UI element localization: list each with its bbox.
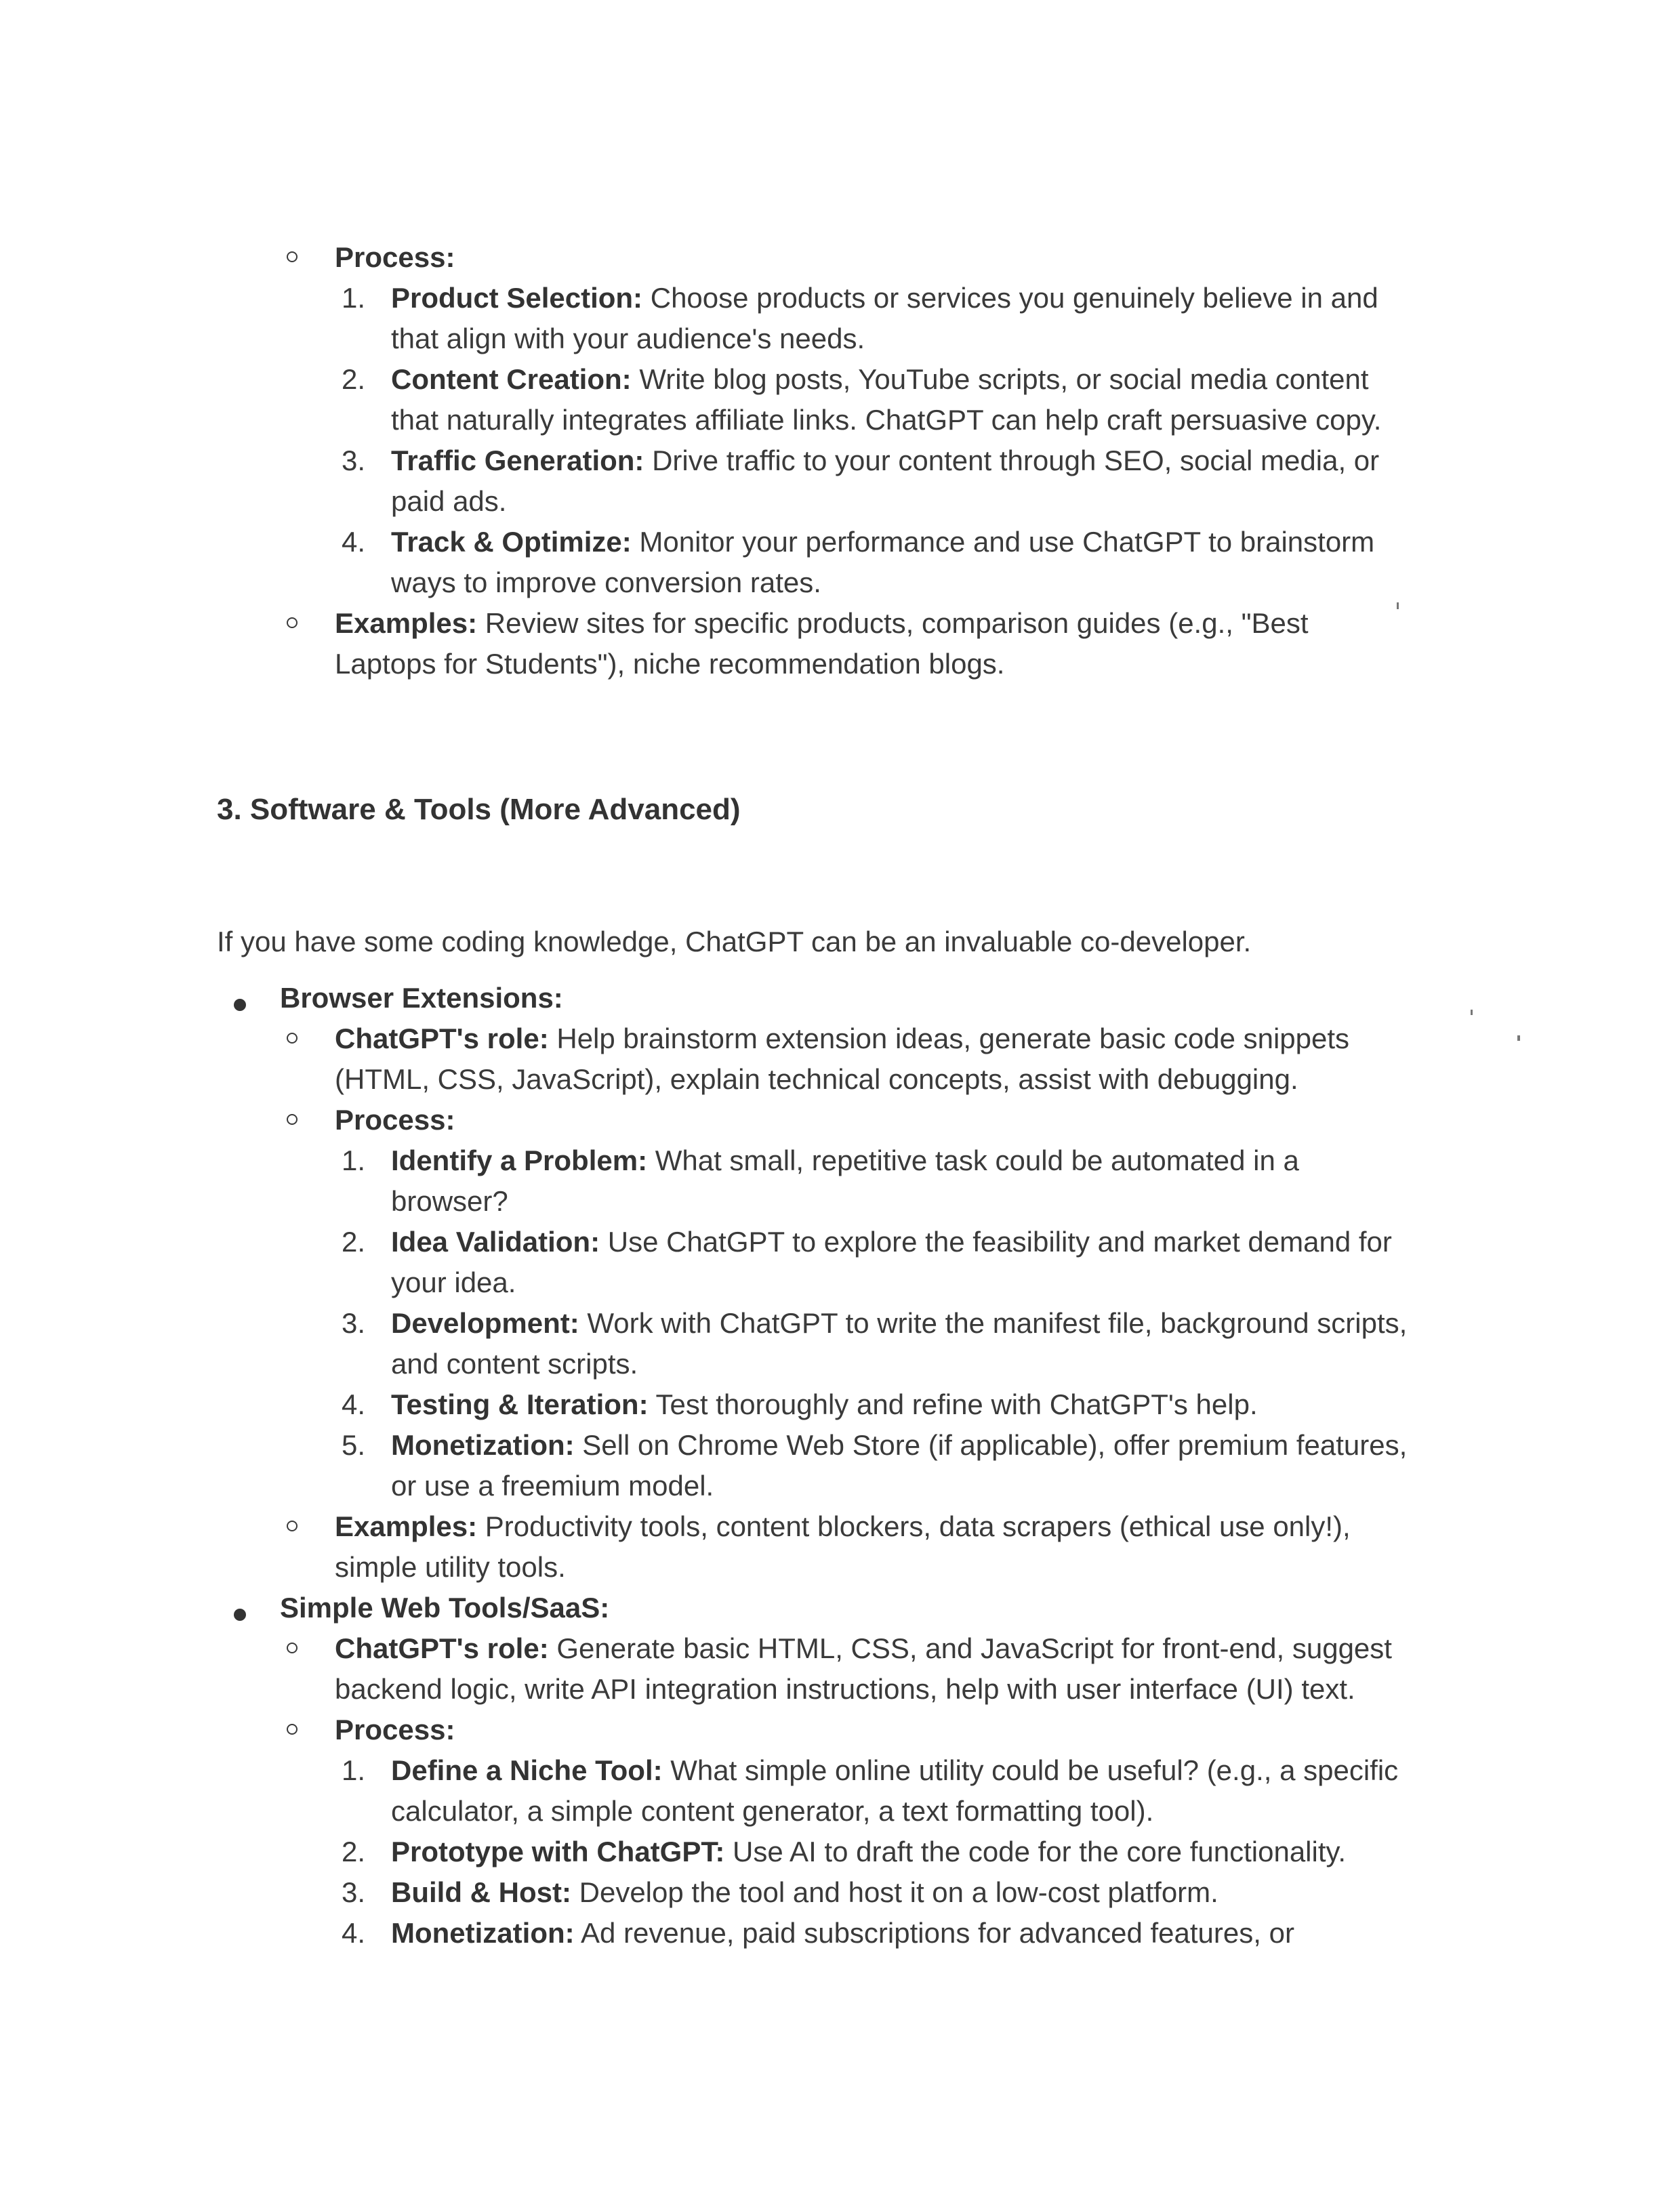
step-number: 2.	[342, 363, 366, 395]
scan-speck	[1397, 602, 1399, 609]
role-line: ChatGPT's role: Help brainstorm extension ideas, generate basic code snippets	[335, 1023, 1350, 1054]
step-line-cont: calculator, a simple content generator, a text formatting tool).	[391, 1795, 1154, 1827]
step-number: 5.	[342, 1429, 366, 1461]
step-number: 1.	[342, 282, 366, 314]
step-line: Traffic Generation: Drive traffic to your content through SEO, social media, or	[391, 445, 1380, 476]
process-label: Process:	[335, 241, 455, 273]
step-number: 3.	[342, 1876, 366, 1908]
filled-bullet-icon	[234, 1609, 246, 1621]
step-line: Development: Work with ChatGPT to write the manifest file, background scripts,	[391, 1307, 1408, 1339]
step-line: Prototype with ChatGPT: Use AI to draft the code for the core functionality.	[391, 1836, 1347, 1867]
step-line-cont: that align with your audience's needs.	[391, 323, 865, 354]
step-number: 3.	[342, 445, 366, 476]
hollow-bullet-icon	[287, 1724, 298, 1735]
step-number: 2.	[342, 1226, 366, 1258]
hollow-bullet-icon	[287, 1521, 298, 1531]
step-line: Track & Optimize: Monitor your performance and use ChatGPT to brainstorm	[391, 526, 1375, 558]
scan-speck	[1517, 1035, 1520, 1041]
step-number: 2.	[342, 1836, 366, 1867]
section-intro: If you have some coding knowledge, ChatGPT can be an invaluable co-developer.	[217, 926, 1252, 957]
step-number: 4.	[342, 1388, 366, 1420]
step-line-cont: ways to improve conversion rates.	[391, 566, 821, 598]
role-line-cont: (HTML, CSS, JavaScript), explain technical concepts, assist with debugging.	[335, 1063, 1298, 1095]
step-line-cont: that naturally integrates affiliate links. ChatGPT can help craft persuasive copy.	[391, 404, 1382, 436]
step-line-cont: your idea.	[391, 1266, 516, 1298]
role-line-cont: backend logic, write API integration instructions, help with user interface (UI) text.	[335, 1673, 1355, 1705]
hollow-bullet-icon	[287, 251, 298, 262]
examples-line: Examples: Review sites for specific products, comparison guides (e.g., "Best	[335, 607, 1309, 639]
role-line: ChatGPT's role: Generate basic HTML, CSS, and JavaScript for front-end, suggest	[335, 1632, 1392, 1664]
step-line-cont: browser?	[391, 1185, 508, 1217]
scan-speck	[1471, 1010, 1473, 1015]
step-line: Testing & Iteration: Test thoroughly and refine with ChatGPT's help.	[391, 1388, 1258, 1420]
web-tools-title: Simple Web Tools/SaaS:	[280, 1592, 610, 1624]
step-number: 4.	[342, 526, 366, 558]
hollow-bullet-icon	[287, 617, 298, 628]
step-line-cont: or use a freemium model.	[391, 1470, 714, 1502]
step-line-cont: and content scripts.	[391, 1348, 638, 1380]
examples-line-cont: simple utility tools.	[335, 1551, 566, 1583]
step-line: Monetization: Sell on Chrome Web Store (if applicable), offer premium features,	[391, 1429, 1408, 1461]
step-line: Content Creation: Write blog posts, YouTube scripts, or social media content	[391, 363, 1369, 395]
step-line: Identify a Problem: What small, repetitive task could be automated in a	[391, 1144, 1299, 1176]
process-label: Process:	[335, 1714, 455, 1746]
step-line: Define a Niche Tool: What simple online utility could be useful? (e.g., a specific	[391, 1754, 1399, 1786]
step-line: Monetization: Ad revenue, paid subscriptions for advanced features, or	[391, 1917, 1294, 1949]
examples-line: Examples: Productivity tools, content blockers, data scrapers (ethical use only!),	[335, 1510, 1351, 1542]
filled-bullet-icon	[234, 999, 246, 1011]
hollow-bullet-icon	[287, 1643, 298, 1653]
step-line-cont: paid ads.	[391, 485, 507, 517]
step-number: 1.	[342, 1754, 366, 1786]
step-line: Product Selection: Choose products or services you genuinely believe in and	[391, 282, 1378, 314]
process-label: Process:	[335, 1104, 455, 1136]
section-heading: 3. Software & Tools (More Advanced)	[217, 793, 741, 826]
examples-line-cont: Laptops for Students"), niche recommendation blogs.	[335, 648, 1005, 680]
step-number: 3.	[342, 1307, 366, 1339]
step-line: Build & Host: Develop the tool and host it on a low-cost platform.	[391, 1876, 1218, 1908]
step-line: Idea Validation: Use ChatGPT to explore the feasibility and market demand for	[391, 1226, 1392, 1258]
step-number: 4.	[342, 1917, 366, 1949]
hollow-bullet-icon	[287, 1114, 298, 1125]
browser-extensions-title: Browser Extensions:	[280, 982, 563, 1014]
step-number: 1.	[342, 1144, 366, 1176]
hollow-bullet-icon	[287, 1033, 298, 1044]
